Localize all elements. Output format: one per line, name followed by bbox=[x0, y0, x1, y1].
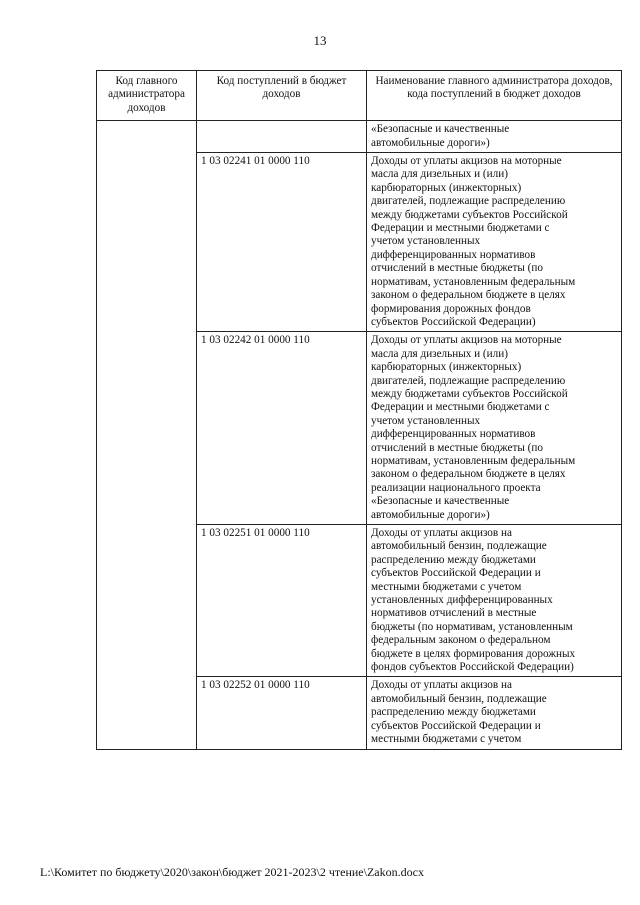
revenue-name-line: автомобильный бензин, подлежащие bbox=[371, 692, 547, 705]
revenue-name-line: Доходы от уплаты акцизов на bbox=[371, 679, 512, 692]
revenue-name-line: Федерации и местными бюджетами с bbox=[371, 401, 550, 414]
revenue-name-line: масла для дизельных и (или) bbox=[371, 168, 508, 181]
header-revenue-code: Код поступлений в бюджет доходов bbox=[197, 71, 367, 121]
revenue-name-line: автомобильные дороги») bbox=[371, 508, 490, 521]
revenue-name-cell bbox=[367, 121, 622, 153]
revenue-name-line: Федерации и местными бюджетами с bbox=[371, 222, 550, 235]
revenue-name-line: законом о федеральном бюджете в целях bbox=[371, 468, 566, 481]
revenue-name-line: Доходы от уплаты акцизов на bbox=[371, 527, 512, 539]
revenue-name-line: двигателей, подлежащие распределению bbox=[371, 195, 566, 208]
revenue-name-line: бюджеты (по нормативам, установленным bbox=[371, 620, 573, 633]
revenue-name-line: между бюджетами субъектов Российской bbox=[371, 208, 568, 221]
revenue-name-line: нормативам, установленным федеральным bbox=[371, 275, 576, 288]
revenue-code-cell: 1 03 02251 01 0000 110 bbox=[197, 525, 367, 677]
revenue-name-line: автомобильный бензин, подлежащие bbox=[371, 540, 547, 553]
revenue-name-line: установленных дифференцированных bbox=[371, 594, 553, 607]
revenue-name-line: субъектов Российской Федерации и bbox=[371, 567, 541, 580]
revenue-name-line: Доходы от уплаты акцизов на моторные bbox=[371, 155, 562, 168]
revenue-name-line: нормативам, установленным федеральным bbox=[371, 454, 576, 467]
page-number: 13 bbox=[313, 33, 327, 48]
revenue-name-line: между бюджетами субъектов Российской bbox=[371, 387, 568, 400]
revenue-name-line: бюджете в целях формирования дорожных bbox=[371, 647, 576, 660]
revenue-name-cell bbox=[367, 677, 622, 749]
table-header-row bbox=[97, 71, 622, 121]
revenue-name-line: автомобильные дороги») bbox=[371, 136, 490, 149]
revenue-name-line: Доходы от уплаты акцизов на моторные bbox=[371, 334, 562, 347]
revenue-name-cell bbox=[367, 332, 622, 525]
revenue-name-line: местными бюджетами с учетом bbox=[371, 733, 522, 746]
revenue-name-line: «Безопасные и качественные bbox=[371, 123, 510, 136]
revenue-name-cell bbox=[367, 525, 622, 677]
revenue-name-line: субъектов Российской Федерации) bbox=[371, 315, 536, 328]
revenue-name-line: фондов субъектов Российской Федерации) bbox=[371, 661, 574, 674]
revenue-name-line: карбюраторных (инжекторных) bbox=[371, 181, 522, 194]
revenue-name-line: нормативов отчислений в местные bbox=[371, 607, 537, 620]
revenue-name-line: формирования дорожных фондов bbox=[371, 302, 531, 315]
revenue-codes-table bbox=[96, 70, 622, 750]
revenue-name-line: учетом установленных bbox=[371, 414, 481, 427]
revenue-name-line: учетом установленных bbox=[371, 235, 481, 248]
revenue-code-cell bbox=[197, 121, 367, 153]
revenue-name-line: распределению между бюджетами bbox=[371, 553, 536, 566]
revenue-name-line: законом о федеральном бюджете в целях bbox=[371, 289, 566, 302]
revenue-name-line: дифференцированных нормативов bbox=[371, 428, 536, 441]
header-admin-code: Код главного администратора доходов bbox=[97, 71, 197, 121]
revenue-name-line: реализации национального проекта bbox=[371, 481, 541, 494]
revenue-code-cell: 1 03 02252 01 0000 110 bbox=[197, 677, 367, 749]
revenue-name-line: дифференцированных нормативов bbox=[371, 248, 536, 261]
file-path-footer: L:\Комитет по бюджету\2020\закон\бюджет 2021-2023\2 чтение\Zakon.docx bbox=[40, 865, 424, 879]
table-row bbox=[97, 121, 622, 153]
header-name: Наименование главного администратора доходов, кода поступлений в бюджет доходов bbox=[367, 71, 622, 121]
revenue-name-line: масла для дизельных и (или) bbox=[371, 347, 508, 360]
revenue-name-line: местными бюджетами с учетом bbox=[371, 580, 522, 593]
revenue-name-line: карбюраторных (инжекторных) bbox=[371, 361, 522, 374]
revenue-code-cell: 1 03 02242 01 0000 110 bbox=[197, 332, 367, 525]
revenue-name-cell bbox=[367, 153, 622, 332]
admin-code-cell bbox=[97, 121, 197, 749]
revenue-name-line: субъектов Российской Федерации и bbox=[371, 719, 541, 732]
revenue-name-line: распределению между бюджетами bbox=[371, 706, 536, 719]
revenue-name-line: «Безопасные и качественные bbox=[371, 495, 510, 508]
revenue-code-cell: 1 03 02241 01 0000 110 bbox=[197, 153, 367, 332]
revenue-name-line: федеральным законом о федеральном bbox=[371, 634, 551, 647]
revenue-name-line: отчислений в местные бюджеты (по bbox=[371, 262, 543, 275]
revenue-name-line: двигателей, подлежащие распределению bbox=[371, 374, 566, 387]
table-body bbox=[97, 121, 622, 749]
revenue-name-line: отчислений в местные бюджеты (по bbox=[371, 441, 543, 454]
